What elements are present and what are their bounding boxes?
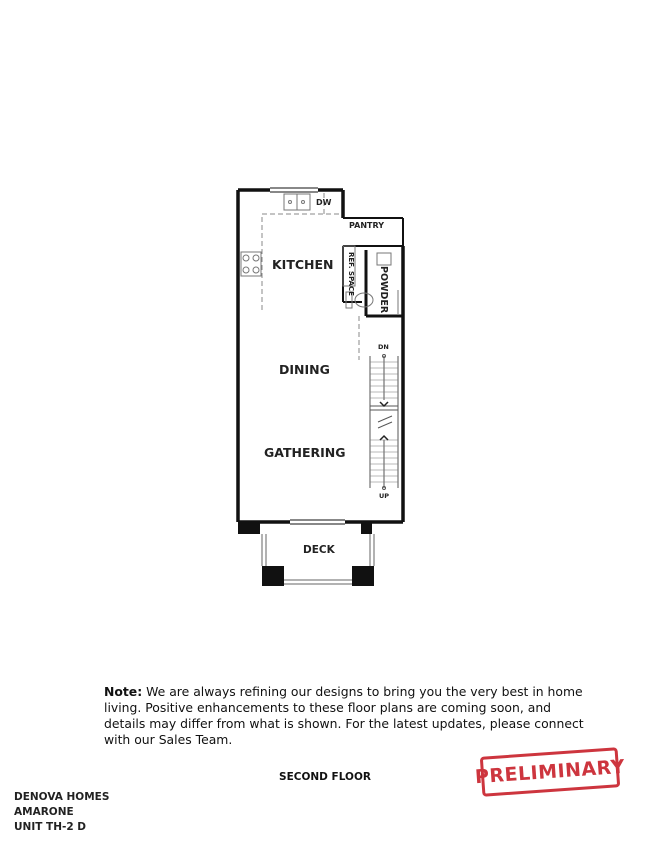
room-label-deck: DECK — [303, 544, 335, 556]
cooktop — [241, 252, 261, 276]
floor-title: SECOND FLOOR — [279, 771, 371, 783]
builder-company: DENOVA HOMES — [14, 791, 110, 803]
builder-community: AMARONE — [14, 806, 74, 818]
builder-info — [14, 790, 109, 835]
builder-unit: UNIT TH-2 D — [14, 821, 87, 833]
room-label-pantry: PANTRY — [349, 221, 384, 230]
note-label: Note: — [104, 684, 143, 699]
room-label-dining: DINING — [279, 362, 330, 377]
disclaimer-note — [104, 684, 596, 748]
room-label-ref-space: REF. SPACE — [347, 252, 355, 296]
sliding-door — [290, 520, 345, 524]
note-text: We are always refining our designs to bring you the very best in home living. Positive enhancements to these floor plans are coming soon, and details may differ from what is shown. For the latest updates, please connect with our Sales Team. — [104, 684, 584, 747]
stair-treads — [370, 362, 398, 482]
preliminary-stamp: PRELIMINARY — [480, 747, 620, 797]
stair-label-dn: DN — [378, 343, 389, 351]
top-window — [270, 188, 318, 192]
room-label-kitchen: KITCHEN — [272, 257, 334, 272]
room-label-powder: POWDER — [378, 266, 389, 314]
appliance-label-dw: DW — [316, 198, 332, 207]
stair-label-up: UP — [379, 492, 390, 500]
stairs — [370, 355, 398, 490]
sink — [284, 194, 310, 210]
room-label-gathering: GATHERING — [264, 445, 346, 460]
exterior-walls — [238, 190, 403, 522]
